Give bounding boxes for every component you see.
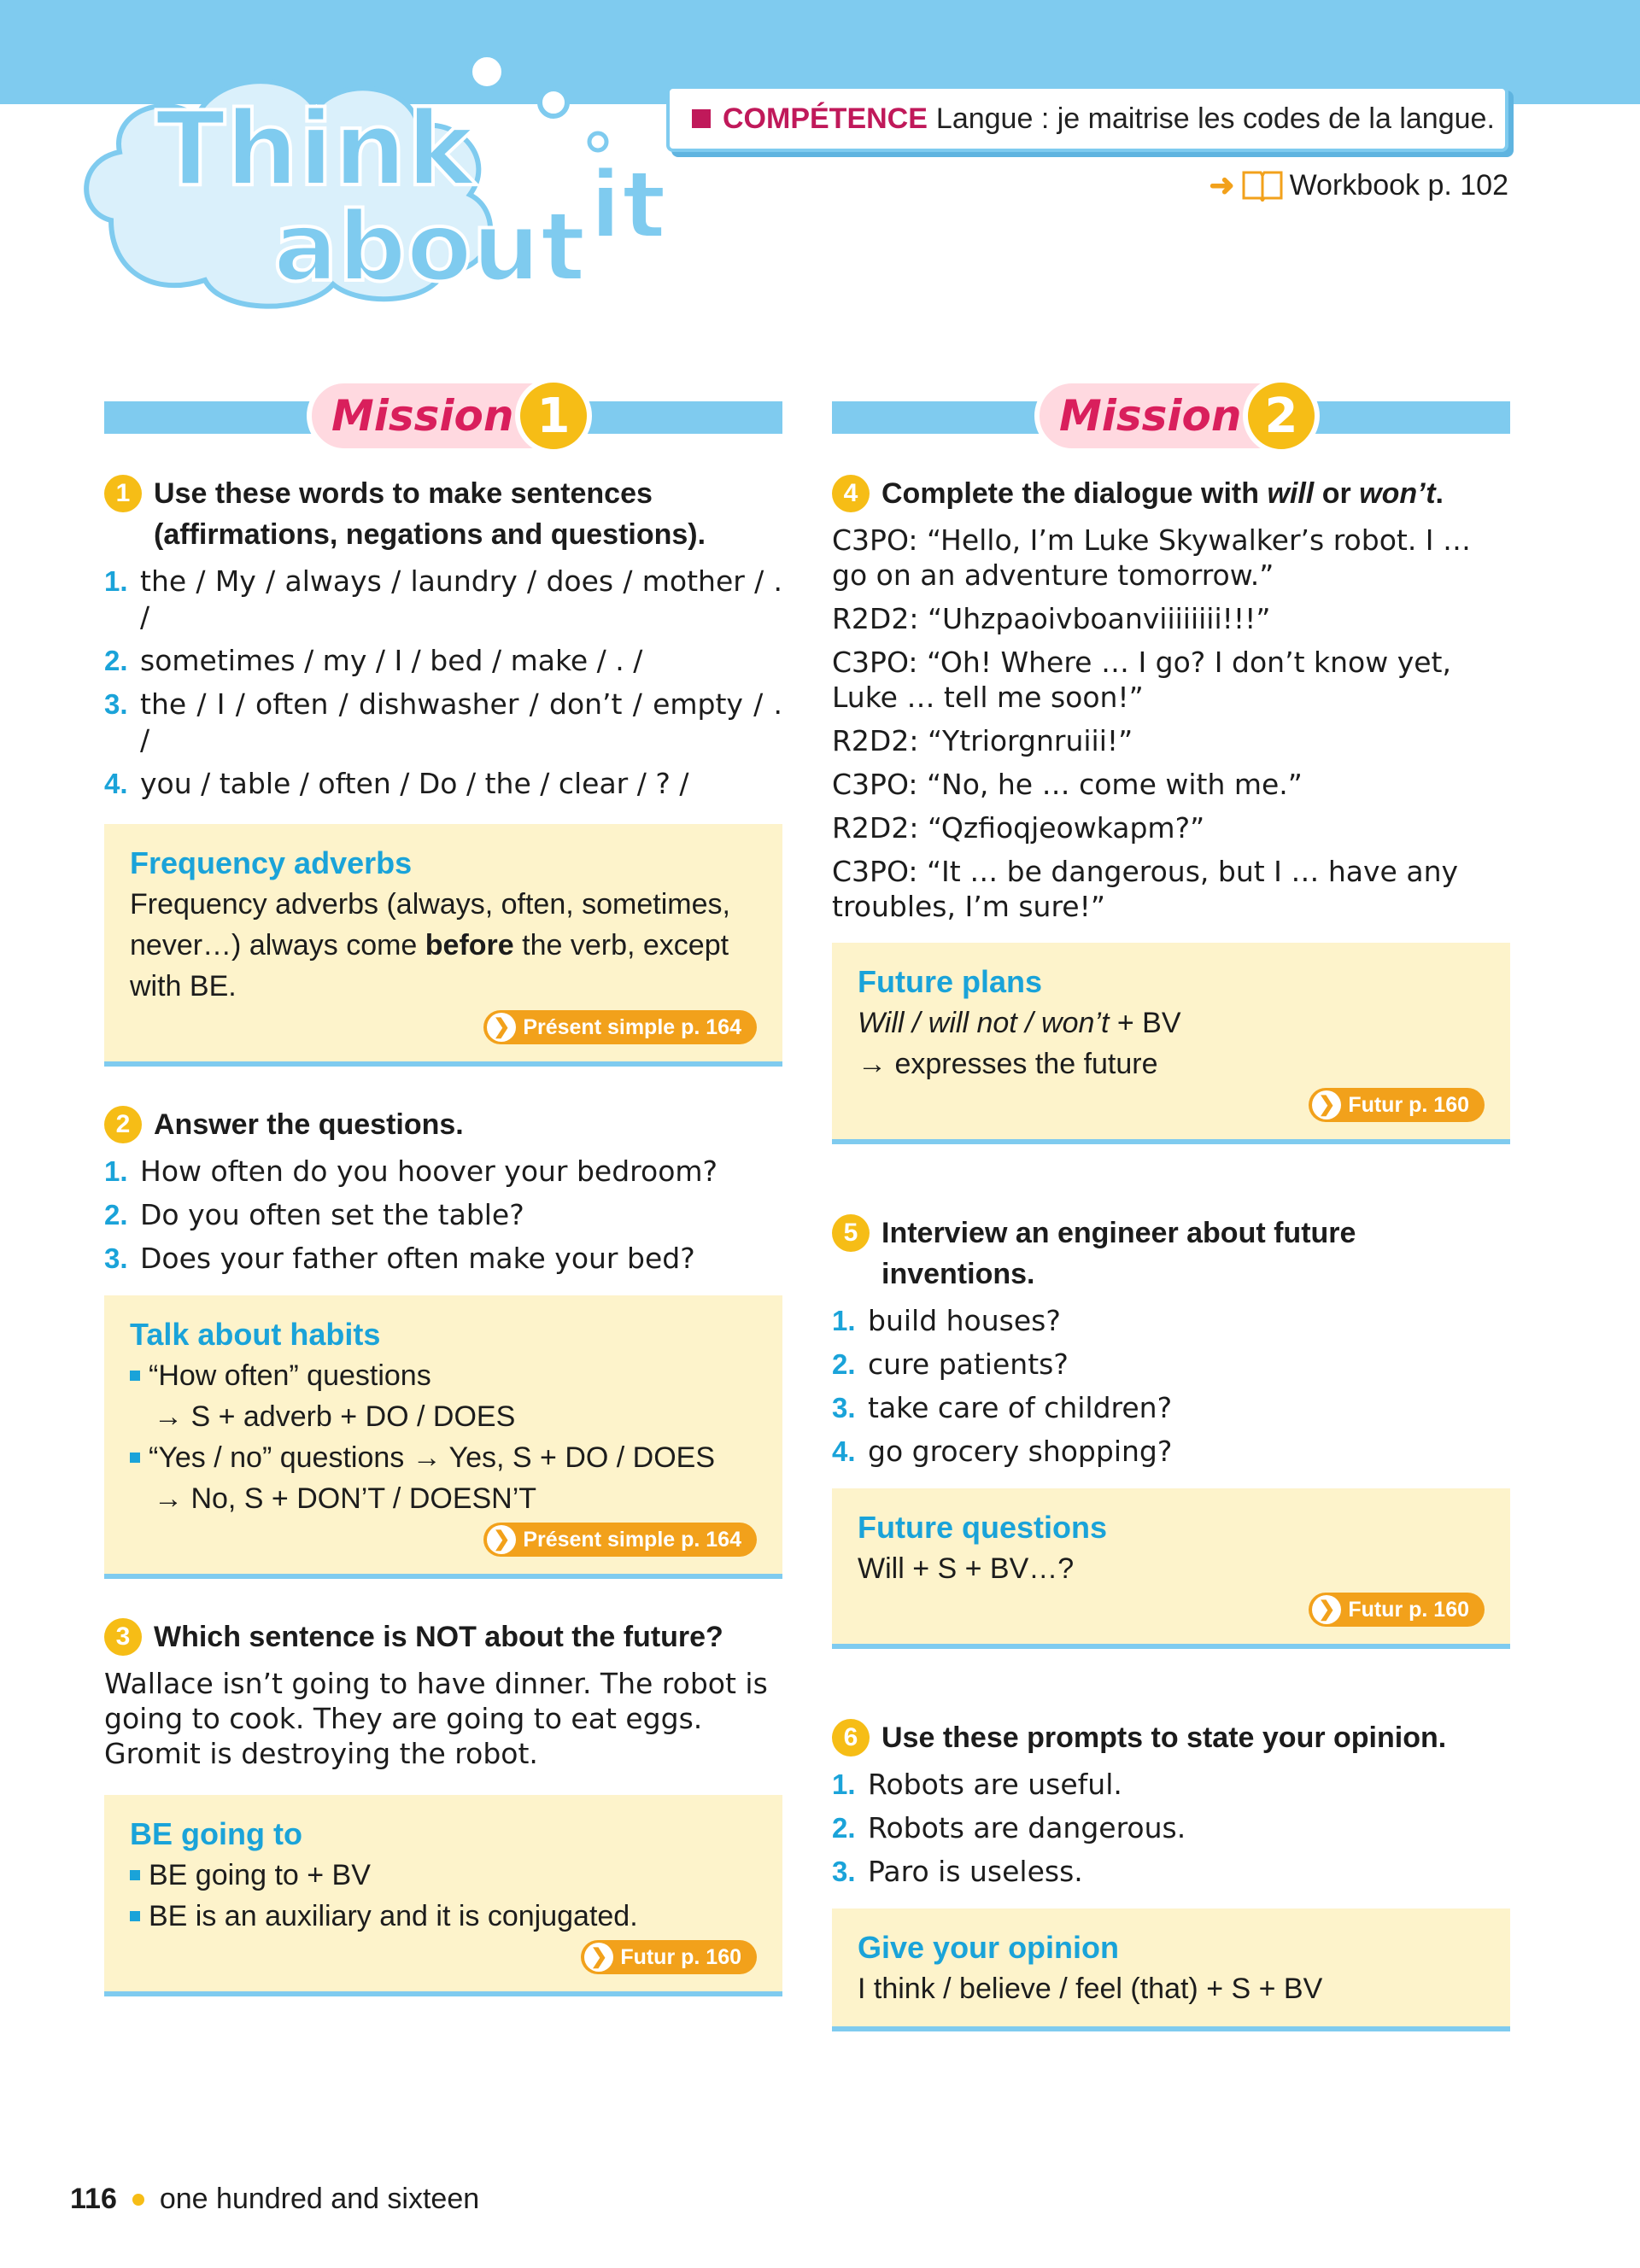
grammar-reference-link[interactable] — [1309, 1593, 1485, 1627]
item-number: 2. — [104, 645, 128, 676]
future-plans-note — [832, 943, 1510, 1144]
mission-2-column — [832, 372, 1510, 2031]
dialogue-line: C3PO: “Oh! Where … I go? I don’t know yet, Luke … tell me soon!” — [832, 646, 1451, 714]
item-number: 2. — [832, 1812, 856, 1844]
bullet-square-icon — [130, 1870, 140, 1880]
exercise-number-badge: 2 — [104, 1106, 142, 1143]
title-part: Complete the dialogue with — [882, 477, 1268, 510]
dialogue-line: C3PO: “No, he … come with me.” — [832, 768, 1303, 801]
chevron-right-icon: ❯ — [487, 1525, 516, 1554]
item-text: build houses? — [868, 1304, 1061, 1337]
exercise-3-heading — [104, 1616, 782, 1657]
future-questions-note — [832, 1488, 1510, 1649]
exercise-4-title — [882, 473, 1444, 514]
note-text-part: + BV — [1109, 1007, 1181, 1039]
chevron-right-icon: ❯ — [487, 1013, 516, 1042]
title-italic: will — [1267, 477, 1315, 510]
exercise-2 — [104, 1104, 782, 1579]
exercise-number-badge: 4 — [832, 475, 870, 512]
open-book-icon — [1242, 169, 1283, 202]
note-line: I think / believe / feel (that) + S + BV — [858, 1973, 1323, 2005]
mission-2-label: Mission — [1059, 391, 1242, 441]
bullet-item — [130, 1855, 757, 1896]
exercise-1 — [104, 473, 782, 1067]
exercise-6-title: Use these prompts to state your opinion. — [882, 1721, 1447, 1754]
bullet-subtext: → No, S + DON’T / DOESN’T — [154, 1482, 537, 1515]
bullet-item — [130, 1437, 757, 1478]
list-item — [104, 1241, 782, 1277]
item-number: 3. — [104, 1242, 128, 1274]
exercise-1-heading — [104, 473, 782, 555]
exercise-3-title: Which sentence is NOT about the future? — [154, 1621, 723, 1653]
bullet-text: “Yes / no” questions → Yes, S + DO / DOES — [149, 1441, 716, 1474]
bullet-text: BE going to + BV — [149, 1859, 371, 1891]
item-text: Do you often set the table? — [140, 1198, 524, 1231]
arrow-right-icon: ➜ — [1209, 167, 1235, 202]
note-text-part: the verb, except with BE. — [130, 929, 729, 1002]
list-item — [832, 1810, 1510, 1846]
note-italic: Will / will not / won’t — [858, 1007, 1110, 1039]
item-number: 1. — [832, 1768, 856, 1800]
item-number: 4. — [104, 768, 128, 799]
dialogue-line: C3PO: “Hello, I’m Luke Skywalker’s robot. I … go on an adventure tomorrow.” — [832, 523, 1472, 592]
exercise-6-list — [832, 1767, 1510, 1890]
exercise-2-list — [104, 1154, 782, 1277]
reference-row — [858, 1593, 1485, 1627]
note-line — [858, 1002, 1485, 1043]
exercise-2-heading — [104, 1104, 782, 1145]
exercise-3 — [104, 1616, 782, 1996]
item-number: 2. — [832, 1348, 856, 1380]
exercise-3-text: Wallace isn’t going to have dinner. The robot is going to cook. They are going to eat eggs. Gromit is destroying the robot. — [104, 1667, 768, 1770]
item-text: the / My / always / laundry / does / mother / . / — [140, 564, 782, 634]
exercise-6 — [832, 1717, 1510, 2031]
item-number: 3. — [104, 688, 128, 720]
exercise-number-badge: 5 — [832, 1214, 870, 1252]
give-your-opinion-note — [832, 1909, 1510, 2031]
competence-label: COMPÉTENCE — [723, 102, 928, 135]
exercise-5-heading — [832, 1213, 1510, 1295]
title-part: . — [1435, 477, 1444, 510]
note-title: Frequency adverbs — [130, 845, 413, 880]
list-item — [832, 1390, 1510, 1426]
list-item — [832, 1303, 1510, 1339]
logo-text-about: about — [273, 192, 586, 303]
note-title: Future plans — [858, 964, 1043, 999]
bullet-item — [130, 1896, 757, 1937]
bullet-dot-icon — [132, 2194, 144, 2206]
reference-row — [130, 1010, 757, 1044]
item-number: 3. — [832, 1856, 856, 1887]
reference-label: Futur p. 160 — [620, 1945, 741, 1969]
grammar-reference-link[interactable] — [1309, 1088, 1485, 1122]
chevron-right-icon: ❯ — [1312, 1595, 1341, 1624]
chevron-right-icon: ❯ — [584, 1943, 613, 1972]
mission-1-badge — [306, 376, 598, 456]
bullet-square-icon — [130, 1453, 140, 1463]
dialogue — [832, 523, 1510, 924]
mission-2-number: 2 — [1264, 389, 1298, 444]
dialogue-line: R2D2: “Ytriorgnruiii!” — [832, 724, 1133, 757]
mission-1-column — [104, 372, 782, 1996]
list-item — [832, 1854, 1510, 1890]
note-title: Talk about habits — [130, 1317, 381, 1352]
workbook-reference — [1209, 167, 1508, 203]
item-text: Does your father often make your bed? — [140, 1242, 695, 1275]
note-title: BE going to — [130, 1816, 302, 1851]
item-number: 1. — [104, 565, 128, 597]
list-item — [104, 1197, 782, 1233]
item-text: cure patients? — [868, 1347, 1069, 1381]
think-about-it-logo — [77, 41, 692, 331]
frequency-adverbs-note — [104, 824, 782, 1067]
list-item — [104, 766, 782, 802]
workbook-text: Workbook p. 102 — [1289, 168, 1508, 202]
list-item — [832, 1347, 1510, 1382]
grammar-reference-link[interactable] — [581, 1940, 757, 1974]
list-item — [832, 1767, 1510, 1803]
exercise-1-title: Use these words to make sentences (affirmations, negations and questions). — [154, 477, 706, 551]
talk-about-habits-note — [104, 1295, 782, 1579]
dialogue-line: R2D2: “Qzfioqjeowkapm?” — [832, 811, 1205, 845]
note-text-bold: before — [425, 929, 514, 962]
exercise-number-badge: 1 — [104, 475, 142, 512]
item-number: 1. — [832, 1305, 856, 1336]
grammar-reference-link[interactable] — [483, 1523, 757, 1557]
item-number: 2. — [104, 1199, 128, 1230]
item-number: 4. — [832, 1435, 856, 1467]
reference-row — [130, 1940, 757, 1974]
list-item — [104, 564, 782, 635]
reference-row — [858, 1088, 1485, 1122]
item-text: the / I / often / dishwasher / don’t / empty / . / — [140, 687, 782, 757]
item-number: 1. — [104, 1155, 128, 1187]
bullet-text: BE is an auxiliary and it is conjugated. — [149, 1900, 638, 1932]
reference-row — [130, 1523, 757, 1557]
exercise-5 — [832, 1213, 1510, 1649]
note-text-part: Frequency adverbs (always, often, sometimes, never…) always come — [130, 888, 730, 962]
bullet-text: “How often” questions — [149, 1359, 431, 1392]
be-going-to-note — [104, 1795, 782, 1996]
competence-box — [666, 85, 1508, 152]
item-text: Paro is useless. — [868, 1855, 1083, 1888]
exercise-1-list — [104, 564, 782, 802]
dialogue-line: C3PO: “It … be dangerous, but I … have any troubles, I’m sure!” — [832, 855, 1459, 923]
logo-text-it: it — [589, 150, 667, 260]
bullet-square-icon — [130, 1911, 140, 1921]
item-text: Robots are useful. — [868, 1768, 1122, 1801]
item-text: go grocery shopping? — [868, 1435, 1173, 1468]
exercise-6-heading — [832, 1717, 1510, 1758]
exercise-2-title: Answer the questions. — [154, 1108, 464, 1141]
competence-text: Langue : je maitrise les codes de la langue. — [935, 102, 1495, 135]
list-item — [104, 643, 782, 679]
page-number-words: one hundred and sixteen — [159, 2183, 480, 2215]
exercise-5-title: Interview an engineer about future inventions. — [882, 1217, 1356, 1290]
bullet-item — [130, 1355, 757, 1396]
mission-1-header — [104, 372, 782, 466]
exercise-number-badge: 3 — [104, 1618, 142, 1656]
bullet-subtext: → S + adverb + DO / DOES — [154, 1400, 516, 1433]
title-italic: won’t — [1359, 477, 1436, 510]
exercise-4-heading — [832, 473, 1510, 514]
exercise-number-badge: 6 — [832, 1719, 870, 1757]
mission-2-badge — [1034, 376, 1326, 456]
reference-label: Futur p. 160 — [1348, 1598, 1469, 1622]
reference-label: Présent simple p. 164 — [523, 1015, 741, 1039]
note-line: Will + S + BV…? — [858, 1552, 1075, 1585]
note-text — [130, 884, 757, 1007]
magenta-square-icon — [692, 109, 711, 128]
reference-label: Présent simple p. 164 — [523, 1528, 741, 1552]
logo-text-think: Think — [155, 91, 475, 209]
reference-label: Futur p. 160 — [1348, 1093, 1469, 1117]
mission-2-header — [832, 372, 1510, 466]
list-item — [832, 1434, 1510, 1470]
item-number: 3. — [832, 1392, 856, 1423]
dialogue-line: R2D2: “Uhzpaoivboanviiiiiiii!!!” — [832, 602, 1271, 635]
exercise-4 — [832, 473, 1510, 1144]
mission-1-label: Mission — [331, 391, 514, 441]
grammar-reference-link[interactable] — [483, 1010, 757, 1044]
chevron-right-icon: ❯ — [1312, 1090, 1341, 1119]
note-title: Future questions — [858, 1510, 1108, 1545]
item-text: you / table / often / Do / the / clear / ? / — [140, 767, 689, 800]
list-item — [104, 687, 782, 758]
item-text: take care of children? — [868, 1391, 1173, 1424]
item-text: How often do you hoover your bedroom? — [140, 1154, 718, 1188]
note-title: Give your opinion — [858, 1930, 1120, 1965]
item-text: Robots are dangerous. — [868, 1811, 1186, 1844]
item-text: sometimes / my / I / bed / make / . / — [140, 644, 643, 677]
list-item — [104, 1154, 782, 1190]
note-line: → expresses the future — [858, 1048, 1158, 1080]
exercise-5-list — [832, 1303, 1510, 1470]
bullet-square-icon — [130, 1371, 140, 1381]
mission-1-number: 1 — [536, 389, 571, 444]
page-footer — [70, 2183, 479, 2216]
title-part: or — [1314, 477, 1360, 510]
page-number: 116 — [70, 2183, 117, 2215]
